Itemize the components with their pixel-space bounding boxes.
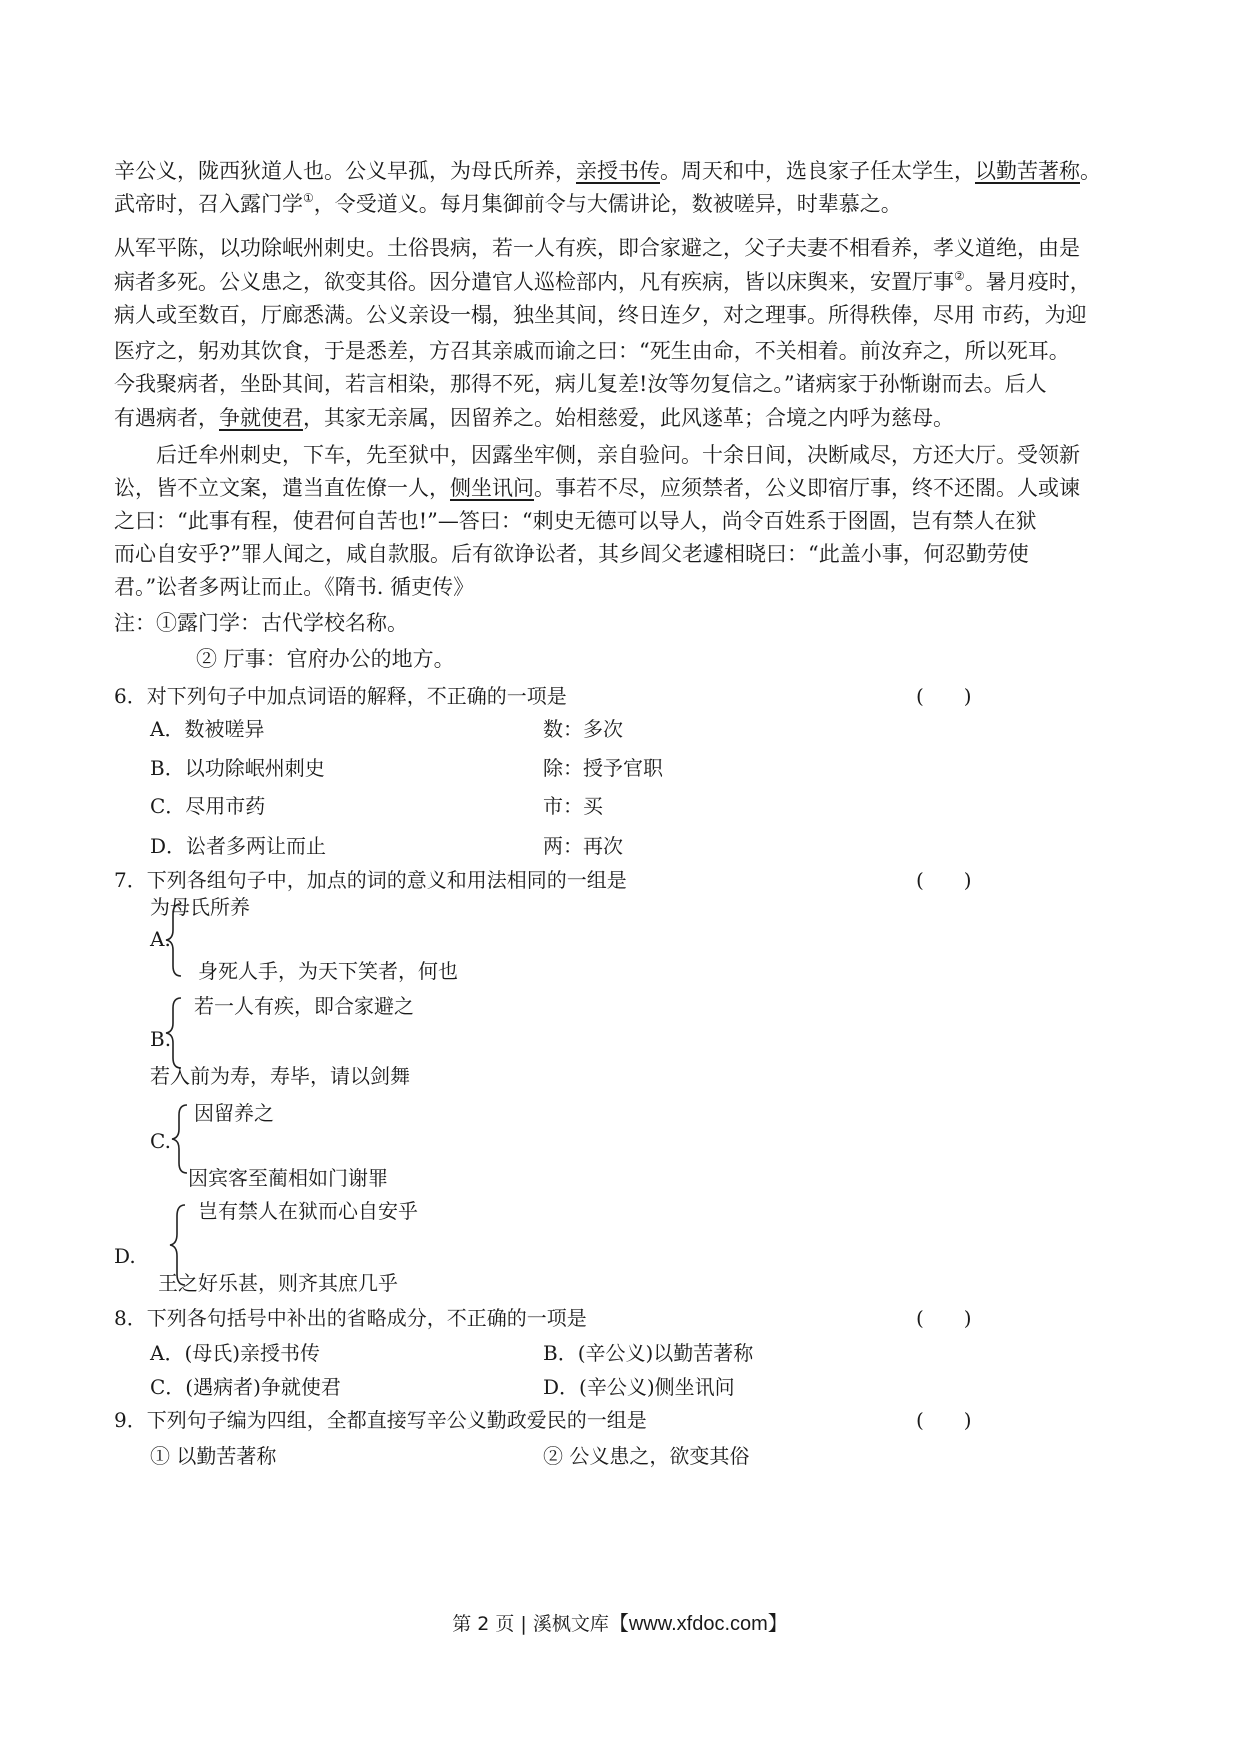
underlined-phrase: 争就使君: [219, 406, 303, 430]
text-run: ，令受道义。每月集御前令与大儒讲论，数被嗟异，时辈慕之。: [313, 192, 902, 216]
q7-b-bottom: 若入前为寿，寿毕，请以剑舞: [150, 1064, 410, 1088]
passage-p2-line-4: 医疗之，躬劝其饮食，于是悉差，方召其亲戚而谕之曰：“死生由命，不关相着。前汝弃之，所以死耳。: [114, 339, 1070, 363]
text-run: 讼，皆不立文案，遣当直佐僚一人，: [114, 476, 450, 500]
footer-separator: |: [514, 1613, 533, 1635]
underlined-phrase: 以勤苦著称: [975, 159, 1080, 183]
question-6-stem: 6．对下列句子中加点词语的解释，不正确的一项是: [114, 684, 567, 708]
text-run: 有遇病者，: [114, 406, 219, 430]
text-run: 。周天和中，选良家子任太学生，: [660, 159, 975, 183]
passage-p2-line-5: 今我聚病者，坐卧其间，若言相染，那得不死，病儿复差!汝等勿复信之。”诸病家于孙惭谢而去。后人: [114, 372, 1047, 396]
text-run: 。事若不尽，应须禁者，公义即宿厅事，终不还閤。人或谏: [534, 476, 1080, 500]
text-run: ，其家无亲属，因留养之。始相慈爱，此风遂革；合境之内呼为慈母。: [303, 406, 954, 430]
q7-c-label: C.: [150, 1129, 171, 1153]
q7-c-top: 因留养之: [194, 1101, 274, 1125]
passage-p1-line-2: [114, 190, 902, 218]
q7-d-bottom: 王之好乐甚，则齐其庶几乎: [158, 1271, 398, 1295]
q6-option-b: B．以功除岷州刺史: [150, 756, 325, 780]
q8-option-b: B．(辛公义)以勤苦著称: [543, 1341, 754, 1365]
footnote-marker: ①: [303, 191, 314, 205]
answer-blank-8[interactable]: ( ): [916, 1306, 972, 1330]
answer-blank-7[interactable]: ( ): [916, 868, 972, 892]
q9-item-2: ② 公义患之，欲变其俗: [543, 1444, 750, 1468]
question-7-stem: 7．下列各组句子中，加点的词的意义和用法相同的一组是: [114, 868, 627, 892]
passage-p2-line-6: [114, 404, 954, 432]
q8-option-c: C．(遇病者)争就使君: [150, 1375, 341, 1399]
passage-p3-line-4: 而心自安乎?”罪人闻之，咸自款服。后有欲诤讼者，其乡闾父老遽相晓曰：“此盖小事，何忍勤劳使: [114, 542, 1029, 566]
question-8-stem: 8．下列各句括号中补出的省略成分，不正确的一项是: [114, 1306, 587, 1330]
passage-p2-line-3: 病人或至数百，厅廊悉满。公义亲设一榻，独坐其间，终日连夕，对之理事。所得秩俸，尽用 市药，为迎: [114, 303, 1087, 327]
q6-option-a-gloss: 数：多次: [543, 717, 623, 741]
answer-blank-9[interactable]: ( ): [916, 1408, 972, 1432]
text-run: 武帝时，召入露门学: [114, 192, 303, 216]
page-number: 第 2 页: [452, 1613, 515, 1635]
q6-option-d-gloss: 两：再次: [543, 834, 623, 858]
text-run: 病者多死。公义患之，欲变其俗。因分遣官人巡检部内，凡有疾病，皆以床舆来，安置厅事: [114, 270, 954, 294]
passage-p2-line-1: 从军平陈，以功除岷州刺史。土俗畏病，若一人有疾，即合家避之，父子夫妻不相看养，孝义道绝，由是: [114, 236, 1080, 260]
q7-d-top: 岂有禁人在狱而心自安乎: [198, 1199, 418, 1223]
q6-option-a: A．数被嗟异: [150, 717, 265, 741]
passage-p3-line-2: [114, 474, 1080, 502]
passage-p2-line-2: [114, 268, 1091, 296]
library-name: 溪枫文库: [532, 1613, 609, 1635]
passage-p3-line-1: 后迁牟州刺史，下车，先至狱中，因露坐牢侧，亲自验问。十余日间，决断咸尽，方还大厅。受领新: [156, 443, 1080, 467]
q8-option-a: A．(母氏)亲授书传: [150, 1341, 321, 1365]
q6-option-d: D．讼者多两让而止: [150, 834, 327, 858]
q7-a-bottom: 身死人手，为天下笑者，何也: [198, 959, 458, 983]
q7-c-bottom: 因宾客至蔺相如门谢罪: [188, 1166, 388, 1190]
underlined-phrase: 侧坐讯问: [450, 476, 534, 500]
passage-p3-line-3: 之曰：“此事有程，使君何自苦也!”—答曰：“刺史无德可以导人，尚令百姓系于囹圄，岂有禁人在狱: [114, 509, 1037, 533]
q6-option-b-gloss: 除：授予官职: [543, 756, 663, 780]
page-footer: [0, 1610, 1240, 1638]
text-run: 。暑月疫时，: [964, 270, 1091, 294]
footnote-marker: ②: [954, 269, 965, 283]
q9-item-1: ① 以勤苦著称: [150, 1444, 277, 1468]
site-link[interactable]: 【www.xfdoc.com】: [608, 1613, 788, 1635]
q6-option-c-gloss: 市：买: [543, 794, 603, 818]
passage-p3-line-5: 君。”讼者多两让而止。《隋书. 循吏传》: [114, 575, 475, 599]
question-9-stem: 9．下列句子编为四组，全都直接写辛公义勤政爱民的一组是: [114, 1408, 647, 1432]
q7-a-label: A.: [150, 927, 171, 951]
q7-b-top: 若一人有疾，即合家避之: [194, 994, 414, 1018]
passage-p1-line-1: [114, 157, 1101, 185]
text-run: 。: [1080, 159, 1101, 183]
note-2: ② 厅事：官府办公的地方。: [196, 647, 455, 671]
text-run: 辛公义，陇西狄道人也。公义早孤，为母氏所养，: [114, 159, 576, 183]
q7-d-label: D.: [114, 1244, 136, 1268]
q8-option-d: D．(辛公义)侧坐讯问: [543, 1375, 735, 1399]
q7-b-label: B.: [150, 1027, 172, 1051]
q6-option-c: C．尽用市药: [150, 794, 266, 818]
note-1: 注：①露门学：古代学校名称。: [114, 611, 408, 635]
answer-blank-6[interactable]: ( ): [916, 684, 972, 708]
brace-icon: [170, 1103, 190, 1175]
q7-a-top: 为母氏所养: [150, 895, 250, 919]
underlined-phrase: 亲授书传: [576, 159, 660, 183]
